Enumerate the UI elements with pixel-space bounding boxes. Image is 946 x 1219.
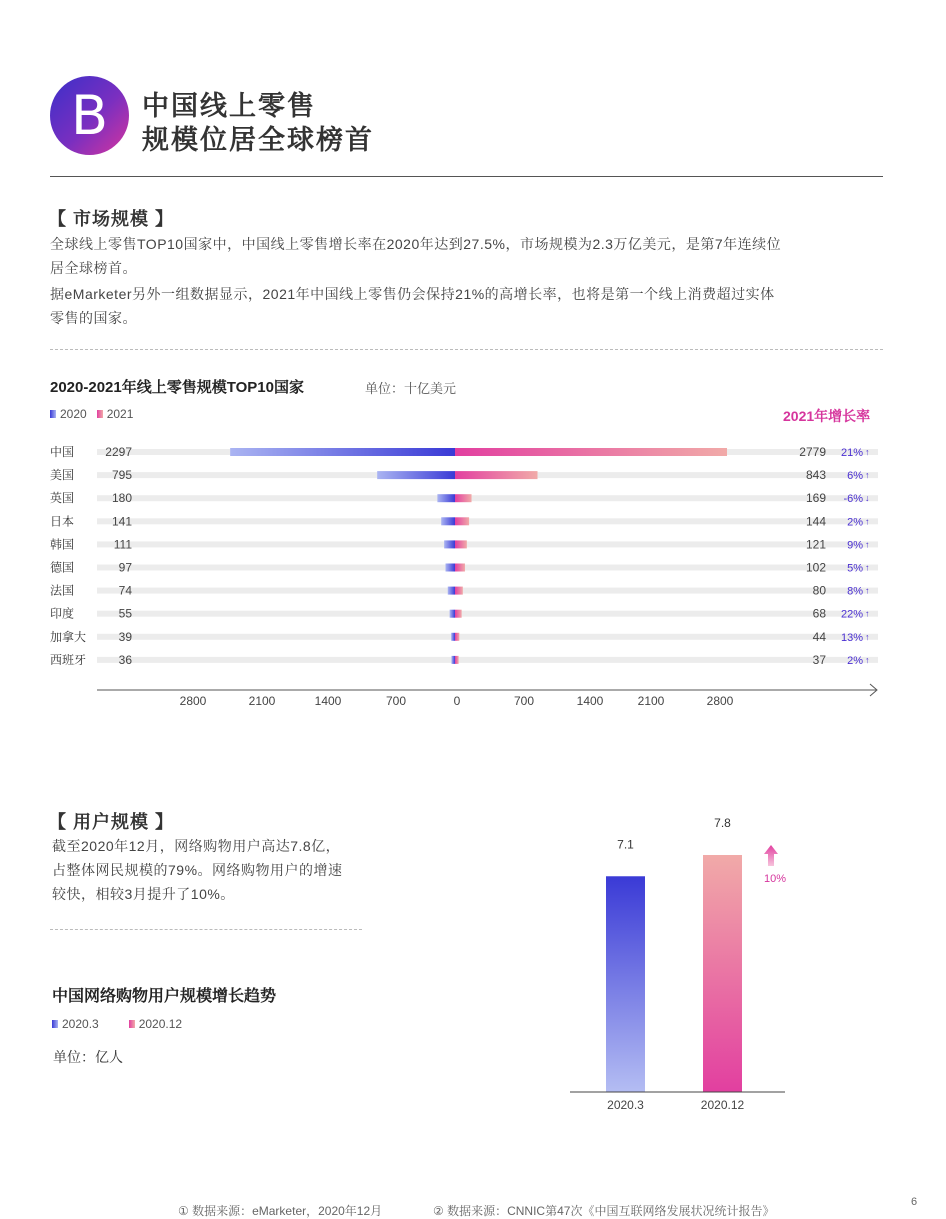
- users-para-line3: 较快，相较3月提升了10%。: [52, 886, 235, 902]
- users-section-title: 【 用户规模 】: [48, 812, 175, 832]
- market-para2-line1: 据eMarketer另外一组数据显示，2021年中国线上零售仍会保持21%的高增长率，也将是第一个线上消费超过实体: [50, 286, 775, 302]
- country-label: 德国: [50, 560, 75, 575]
- legend-label-2020-12: 2020.12: [138, 1017, 183, 1031]
- value-2021-label: 80: [812, 583, 826, 598]
- x-tick-label: 2800: [706, 694, 734, 708]
- x-tick-label: 700: [513, 694, 535, 708]
- value-2021-label: 169: [805, 491, 826, 506]
- section-badge: B: [50, 76, 129, 155]
- user-bar: [606, 876, 645, 1092]
- users-chart-unit: 单位：亿人: [53, 1049, 123, 1065]
- legend-label-2020-3: 2020.3: [62, 1017, 99, 1031]
- retail-chart-unit: 单位：十亿美元: [365, 381, 457, 396]
- footnote-source-1: ① 数据来源：eMarketer，2020年12月: [178, 1204, 383, 1218]
- value-2020-label: 55: [118, 606, 132, 621]
- value-2021-label: 44: [812, 629, 826, 644]
- user-bar-category-label: 2020.3: [607, 1098, 644, 1112]
- market-para1-line1: 全球线上零售TOP10国家中，中国线上零售增长率在2020年达到27.5%，市场规模为2.3万亿美元，是第7年连续位: [50, 236, 782, 252]
- country-label: 韩国: [50, 537, 75, 552]
- arrow-up-icon: ↑: [865, 447, 870, 457]
- country-label: 英国: [50, 491, 75, 506]
- value-2021-label: 102: [805, 560, 826, 575]
- arrow-up-icon: ↑: [865, 654, 870, 665]
- country-label: 印度: [50, 606, 75, 621]
- growth-rate-label: 9%: [847, 539, 863, 552]
- growth-rate-label: 8%: [847, 585, 863, 598]
- market-para1-line2: 居全球榜首。: [50, 260, 137, 276]
- growth-rate-label: -6%: [843, 493, 863, 506]
- value-2020-label: 36: [118, 652, 132, 667]
- users-para-line2: 占整体网民规模的79%。网络购物用户的增速: [52, 862, 343, 878]
- value-2020-label: 111: [113, 537, 132, 552]
- value-2021-label: 121: [805, 537, 826, 552]
- arrow-up-icon: ↑: [865, 585, 870, 596]
- x-tick-label: 0: [453, 694, 461, 708]
- legend-label-2021: 2021: [106, 407, 134, 421]
- country-label: 美国: [50, 468, 75, 483]
- arrow-up-icon: ↑: [865, 608, 870, 619]
- growth-arrow-icon: [764, 845, 778, 866]
- value-2021-label: 144: [805, 514, 826, 529]
- growth-rate-label: 2%: [847, 654, 863, 667]
- value-2020-label: 795: [111, 468, 132, 483]
- growth-rate-label: 5%: [847, 562, 863, 575]
- user-bar-category-label: 2020.12: [700, 1098, 745, 1112]
- users-chart-title: 中国网络购物用户规模增长趋势: [52, 988, 277, 1005]
- user-bar-value-label: 7.8: [714, 816, 731, 830]
- arrow-up-icon: ↑: [865, 631, 870, 642]
- x-tick-label: 1400: [576, 694, 604, 708]
- value-2021-label: 37: [812, 652, 826, 667]
- market-para2-line2: 零售的国家。: [50, 310, 137, 326]
- value-2021-label: 2779: [799, 445, 826, 459]
- arrow-up-icon: ↑: [865, 539, 870, 550]
- country-label: 日本: [50, 514, 75, 529]
- country-label: 加拿大: [50, 629, 87, 644]
- growth-rate-label: 22%: [840, 608, 863, 621]
- page-title-line1: 中国线上零售: [142, 91, 316, 121]
- growth-rate-label: 13%: [840, 631, 863, 644]
- retail-chart-title: 2020-2021年线上零售规模TOP10国家: [50, 379, 304, 396]
- arrow-up-icon: ↑: [865, 516, 870, 527]
- country-label: 法国: [50, 583, 75, 598]
- page-title-line2: 规模位居全球榜首: [142, 125, 374, 155]
- value-2021-label: 68: [812, 606, 826, 621]
- arrow-up-icon: ↑: [865, 470, 870, 481]
- x-tick-label: 1400: [314, 694, 342, 708]
- growth-rate-label: 21%: [840, 447, 863, 459]
- growth-rate-header: 2021年增长率: [783, 408, 871, 424]
- growth-rate-label: 6%: [847, 470, 863, 483]
- arrow-up-icon: ↑: [865, 562, 870, 573]
- footnote-source-2: ② 数据来源：CNNIC第47次《中国互联网络发展状况统计报告》: [433, 1204, 775, 1218]
- value-2020-label: 74: [118, 583, 132, 598]
- value-2020-label: 141: [111, 514, 132, 529]
- users-para-line1: 截至2020年12月，网络购物用户高达7.8亿，: [52, 838, 341, 854]
- value-2020-label: 97: [118, 560, 132, 575]
- value-2020-label: 39: [118, 629, 132, 644]
- user-bar: [703, 855, 742, 1092]
- x-tick-label: 2100: [637, 694, 665, 708]
- arrow-down-icon: ↓: [865, 493, 870, 504]
- x-tick-label: 700: [385, 694, 407, 708]
- user-bar-value-label: 7.1: [617, 837, 634, 852]
- value-2020-label: 2297: [105, 445, 132, 459]
- page-number: 6: [911, 1196, 918, 1208]
- growth-rate-label: 2%: [847, 516, 863, 529]
- country-label: 西班牙: [50, 652, 87, 667]
- value-2021-label: 843: [805, 468, 826, 483]
- users-growth-label: 10%: [764, 873, 787, 885]
- legend-label-2020: 2020: [60, 407, 87, 421]
- x-tick-label: 2100: [248, 694, 276, 708]
- x-tick-label: 2800: [179, 694, 207, 708]
- value-2020-label: 180: [111, 491, 132, 506]
- country-label: 中国: [50, 445, 75, 459]
- market-section-title: 【 市场规模 】: [48, 209, 175, 229]
